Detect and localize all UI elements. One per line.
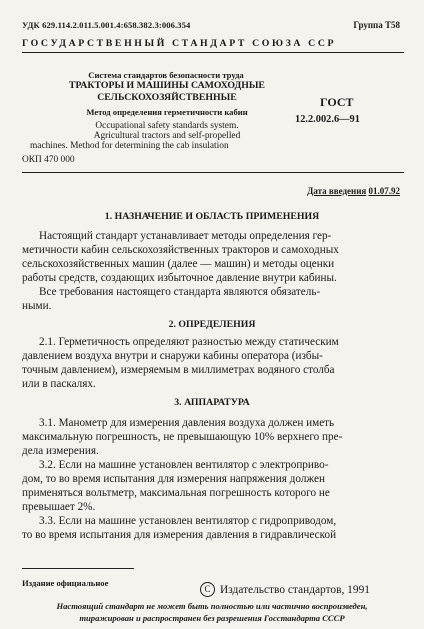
document-title-line1: ТРАКТОРЫ И МАШИНЫ САМОХОДНЫЕ [69,80,265,91]
standard-banner: ГОСУДАРСТВЕННЫЙ СТАНДАРТ СОЮЗА ССР [22,38,337,49]
paragraph-line: применяться вольтметр, максимальная погрешность которого не [22,487,330,499]
paragraph-line: 3.3. Если на машине установлен вентилятор с гидроприводом, [39,515,337,527]
reproduction-notice-line2: тиражирован и распространен без разрешения Госстандарта СССР [79,613,345,623]
paragraph-line: Настоящий стандарт устанавливает методы определения гер- [39,230,332,242]
introduction-date-value: 01.07.92 [368,186,400,196]
paragraph-line: дом, то во время испытания для измерения напряжения должен [22,473,325,485]
section-heading-3: 3. АППАРАТУРА [174,397,250,408]
udc-code: УДК 629.114.2.011.5.001.4:658.382.3:006.354 [22,20,191,30]
paragraph-line: то во время испытания для измерения давления в гидравлической [22,529,337,541]
reproduction-notice-line1: Настоящий стандарт не может быть полностью или частично воспроизведен, [56,601,368,611]
group-code: Группа T58 [353,20,400,30]
paragraph-line: 3.2. Если на машине установлен вентилятор с электроприво- [39,459,329,471]
paragraph-line: давлением воздуха внутри и снаружи кабины оператора (избы- [22,350,323,362]
official-edition-label: Издание официальное [22,578,109,588]
paragraph-line: метичности кабин сельскохозяйственных тракторов и самоходных [22,244,339,256]
footer-rule [22,568,134,569]
paragraph-line: 2.1. Герметичность определяют разностью между статическим [39,336,339,348]
paragraph-line: максимальную погрешность, не превышающую 10% верхнего пре- [22,431,343,443]
publisher-name: Издательство стандартов, 1991 [220,584,370,596]
standards-system: Система стандартов безопасности труда [88,70,244,80]
header-rule [22,172,404,173]
paragraph-line: превышает 2%. [22,501,96,513]
introduction-date [307,186,400,196]
paragraph-line: дела измерения. [22,445,99,457]
okp-code: ОКП 470 000 [22,155,75,165]
paragraph-line: Все требования настоящего стандарта являются обязатель- [39,286,321,298]
paragraph-line: ными. [22,300,52,312]
gost-label: ГОСТ [320,95,354,109]
english-title-line1: Occupational safety standards system. [95,121,239,131]
english-title-line3: machines. Method for determining the cab insulation [30,141,229,151]
banner-rule [22,52,404,53]
section-heading-2: 2. ОПРЕДЕЛЕНИЯ [168,319,256,330]
paragraph-line: или в паскалях. [22,378,96,390]
copyright-icon: C [200,582,215,597]
publisher-line [200,582,370,597]
paragraph-line: сельскохозяйственных машин (далее — машин) и методы оценки [22,258,335,270]
gost-number: 12.2.002.6—91 [295,114,360,125]
document-subtitle: Метод определения герметичности кабин [86,107,248,117]
paragraph-line: работы средств, создающих избыточное давление внутри кабины. [22,272,337,284]
english-title-line2: Agricultural tractors and self-propelled [93,131,241,141]
introduction-date-label: Дата введения [307,186,367,196]
paragraph-line: точным давлением), измеряемым в миллиметрах водяного столба [22,364,335,376]
paragraph-line: 3.1. Манометр для измерения давления воздуха должен иметь [39,417,335,429]
section-heading-1: 1. НАЗНАЧЕНИЕ И ОБЛАСТЬ ПРИМЕНЕНИЯ [104,211,320,222]
document-title-line2: СЕЛЬСКОХОЗЯЙСТВЕННЫЕ [97,92,237,103]
